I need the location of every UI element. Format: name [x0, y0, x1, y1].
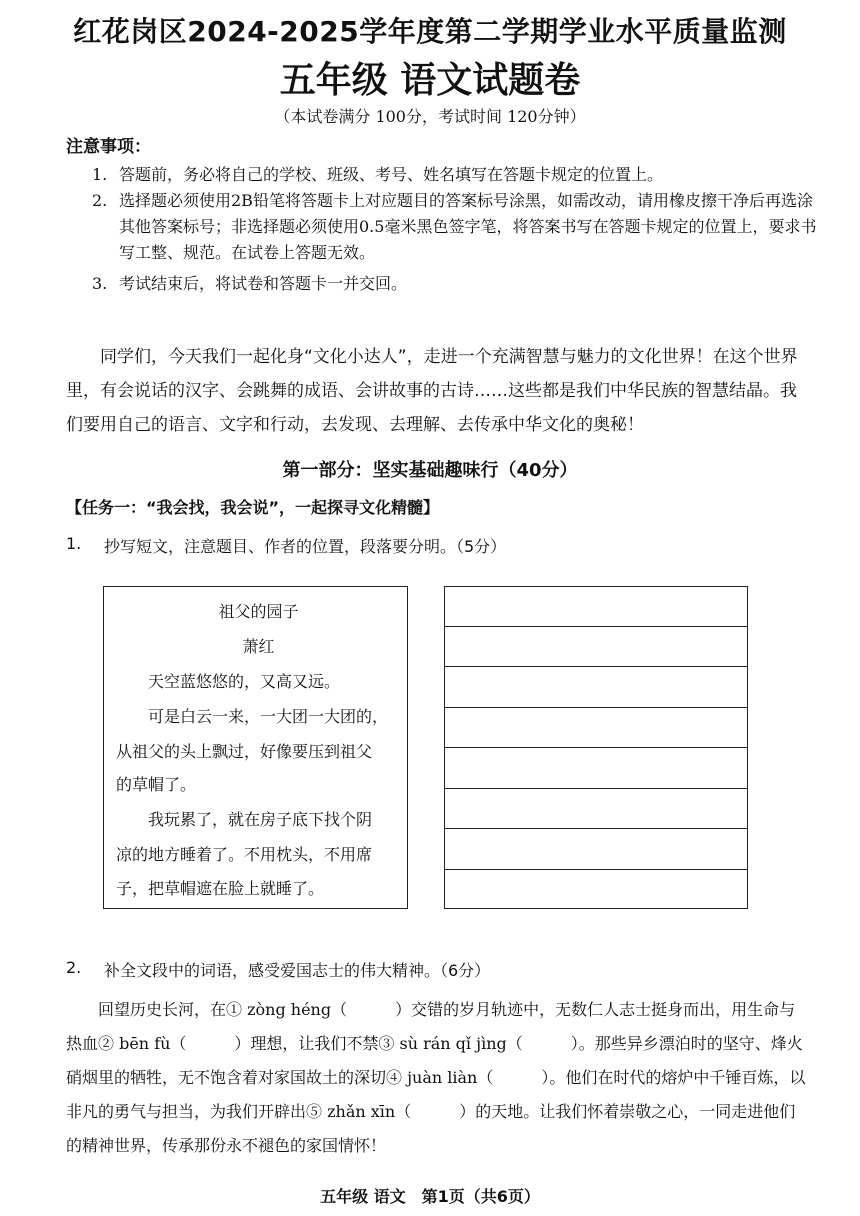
- copy-answer-area[interactable]: [444, 586, 748, 909]
- notice-item-text: 选择题必须使用2B铅笔将答题卡上对应题目的答案标号涂黑，如需改动，请用橡皮擦干净后再选涂其他答案标号；非选择题必须使用0.5毫米黑色签字笔，将答案书写在答题卡规定的位置上，要求书写工整、规范。在试卷上答题无效。: [119, 191, 817, 262]
- notice-item-number: 1.: [92, 165, 108, 184]
- writing-line: [445, 666, 747, 667]
- notice-item-text: 考试结束后，将试卷和答题卡一并交回。: [119, 274, 408, 293]
- poem-author: 萧红: [242, 637, 275, 656]
- notice-heading: 注意事项：: [66, 137, 151, 157]
- intro-paragraph: 同学们，今天我们一起化身“文化小达人”，走进一个充满智慧与魅力的文化世界！在这个世界里，有会说话的汉字、会跳舞的成语、会讲故事的古诗……这些都是我们中华民族的智慧结晶。我们要用自己的语言、文字和行动，去发现、去理解、去传承中华文化的奥秘！: [66, 347, 798, 435]
- exam-region-title: 红花岗区2024-2025学年度第二学期学业水平质量监测: [73, 15, 787, 48]
- question-2-text: 补全文段中的词语，感受爱国志士的伟大精神。（6分）: [104, 961, 491, 980]
- part-1-title: 第一部分：坚实基础趣味行（40分）: [282, 460, 578, 481]
- notice-item-text: 答题前，务必将自己的学校、班级、考号、姓名填写在答题卡规定的位置上。: [119, 165, 664, 184]
- poem-line: 可是白云一来，一大团一大团的，: [148, 707, 389, 726]
- poem-line: 子，把草帽遮在脸上就睡了。: [116, 879, 325, 898]
- question-2-passage: 回望历史长河，在① zòng héng（ ）交错的岁月轨迹中，无数仁人志士挺身而出，用生命与热血② bēn fù（ ）理想，让我们不禁③ sù rán qǐ jìng（ ）。那些异乡漂泊时的坚守、烽火硝烟里的牺牲，无不饱含着对家国故土的深切④ juàn liàn（ ）。他们在时代的熔炉中千锤百炼，以非凡的勇气与担当，为我们开辟出⑤ zhǎn xīn（ ）的天地。让我们怀着崇敬之心，一同走进他们的精神世界，传承那份永不褪色的家国情怀！: [66, 1000, 806, 1155]
- notice-item-1: [92, 162, 812, 188]
- poem-line: 从祖父的头上飘过，好像要压到祖父: [116, 742, 373, 761]
- writing-line: [445, 707, 747, 708]
- question-1-text: 抄写短文，注意题目、作者的位置，段落要分明。（5分）: [104, 537, 507, 556]
- writing-line: [445, 788, 747, 789]
- writing-line: [445, 828, 747, 829]
- exam-paper-title: 五年级 语文试题卷: [279, 59, 581, 101]
- page-footer: 五年级 语文 第1页（共6页）: [320, 1187, 540, 1206]
- notice-item-2: [92, 188, 817, 266]
- question-1-number: 1.: [66, 534, 82, 553]
- poem-line: 凉的地方睡着了。不用枕头，不用席: [116, 845, 373, 864]
- notice-item-number: 3.: [92, 274, 108, 293]
- writing-line: [445, 869, 747, 870]
- writing-line: [445, 747, 747, 748]
- task-1-title: 【任务一：“我会找，我会说”，一起探寻文化精髓】: [66, 498, 440, 517]
- poem-title: 祖父的园子: [218, 602, 299, 621]
- poem-line: 天空蓝悠悠的，又高又远。: [148, 672, 341, 691]
- question-2-number: 2.: [66, 958, 82, 977]
- copy-source-box: [103, 586, 408, 909]
- poem-line: 的草帽了。: [116, 775, 197, 794]
- notice-item-3: [92, 271, 812, 297]
- writing-line: [445, 626, 747, 627]
- exam-info: （本试卷满分 100分，考试时间 120分钟）: [274, 107, 586, 126]
- poem-line: 我玩累了，就在房子底下找个阴: [148, 810, 373, 829]
- notice-item-number: 2.: [92, 191, 108, 210]
